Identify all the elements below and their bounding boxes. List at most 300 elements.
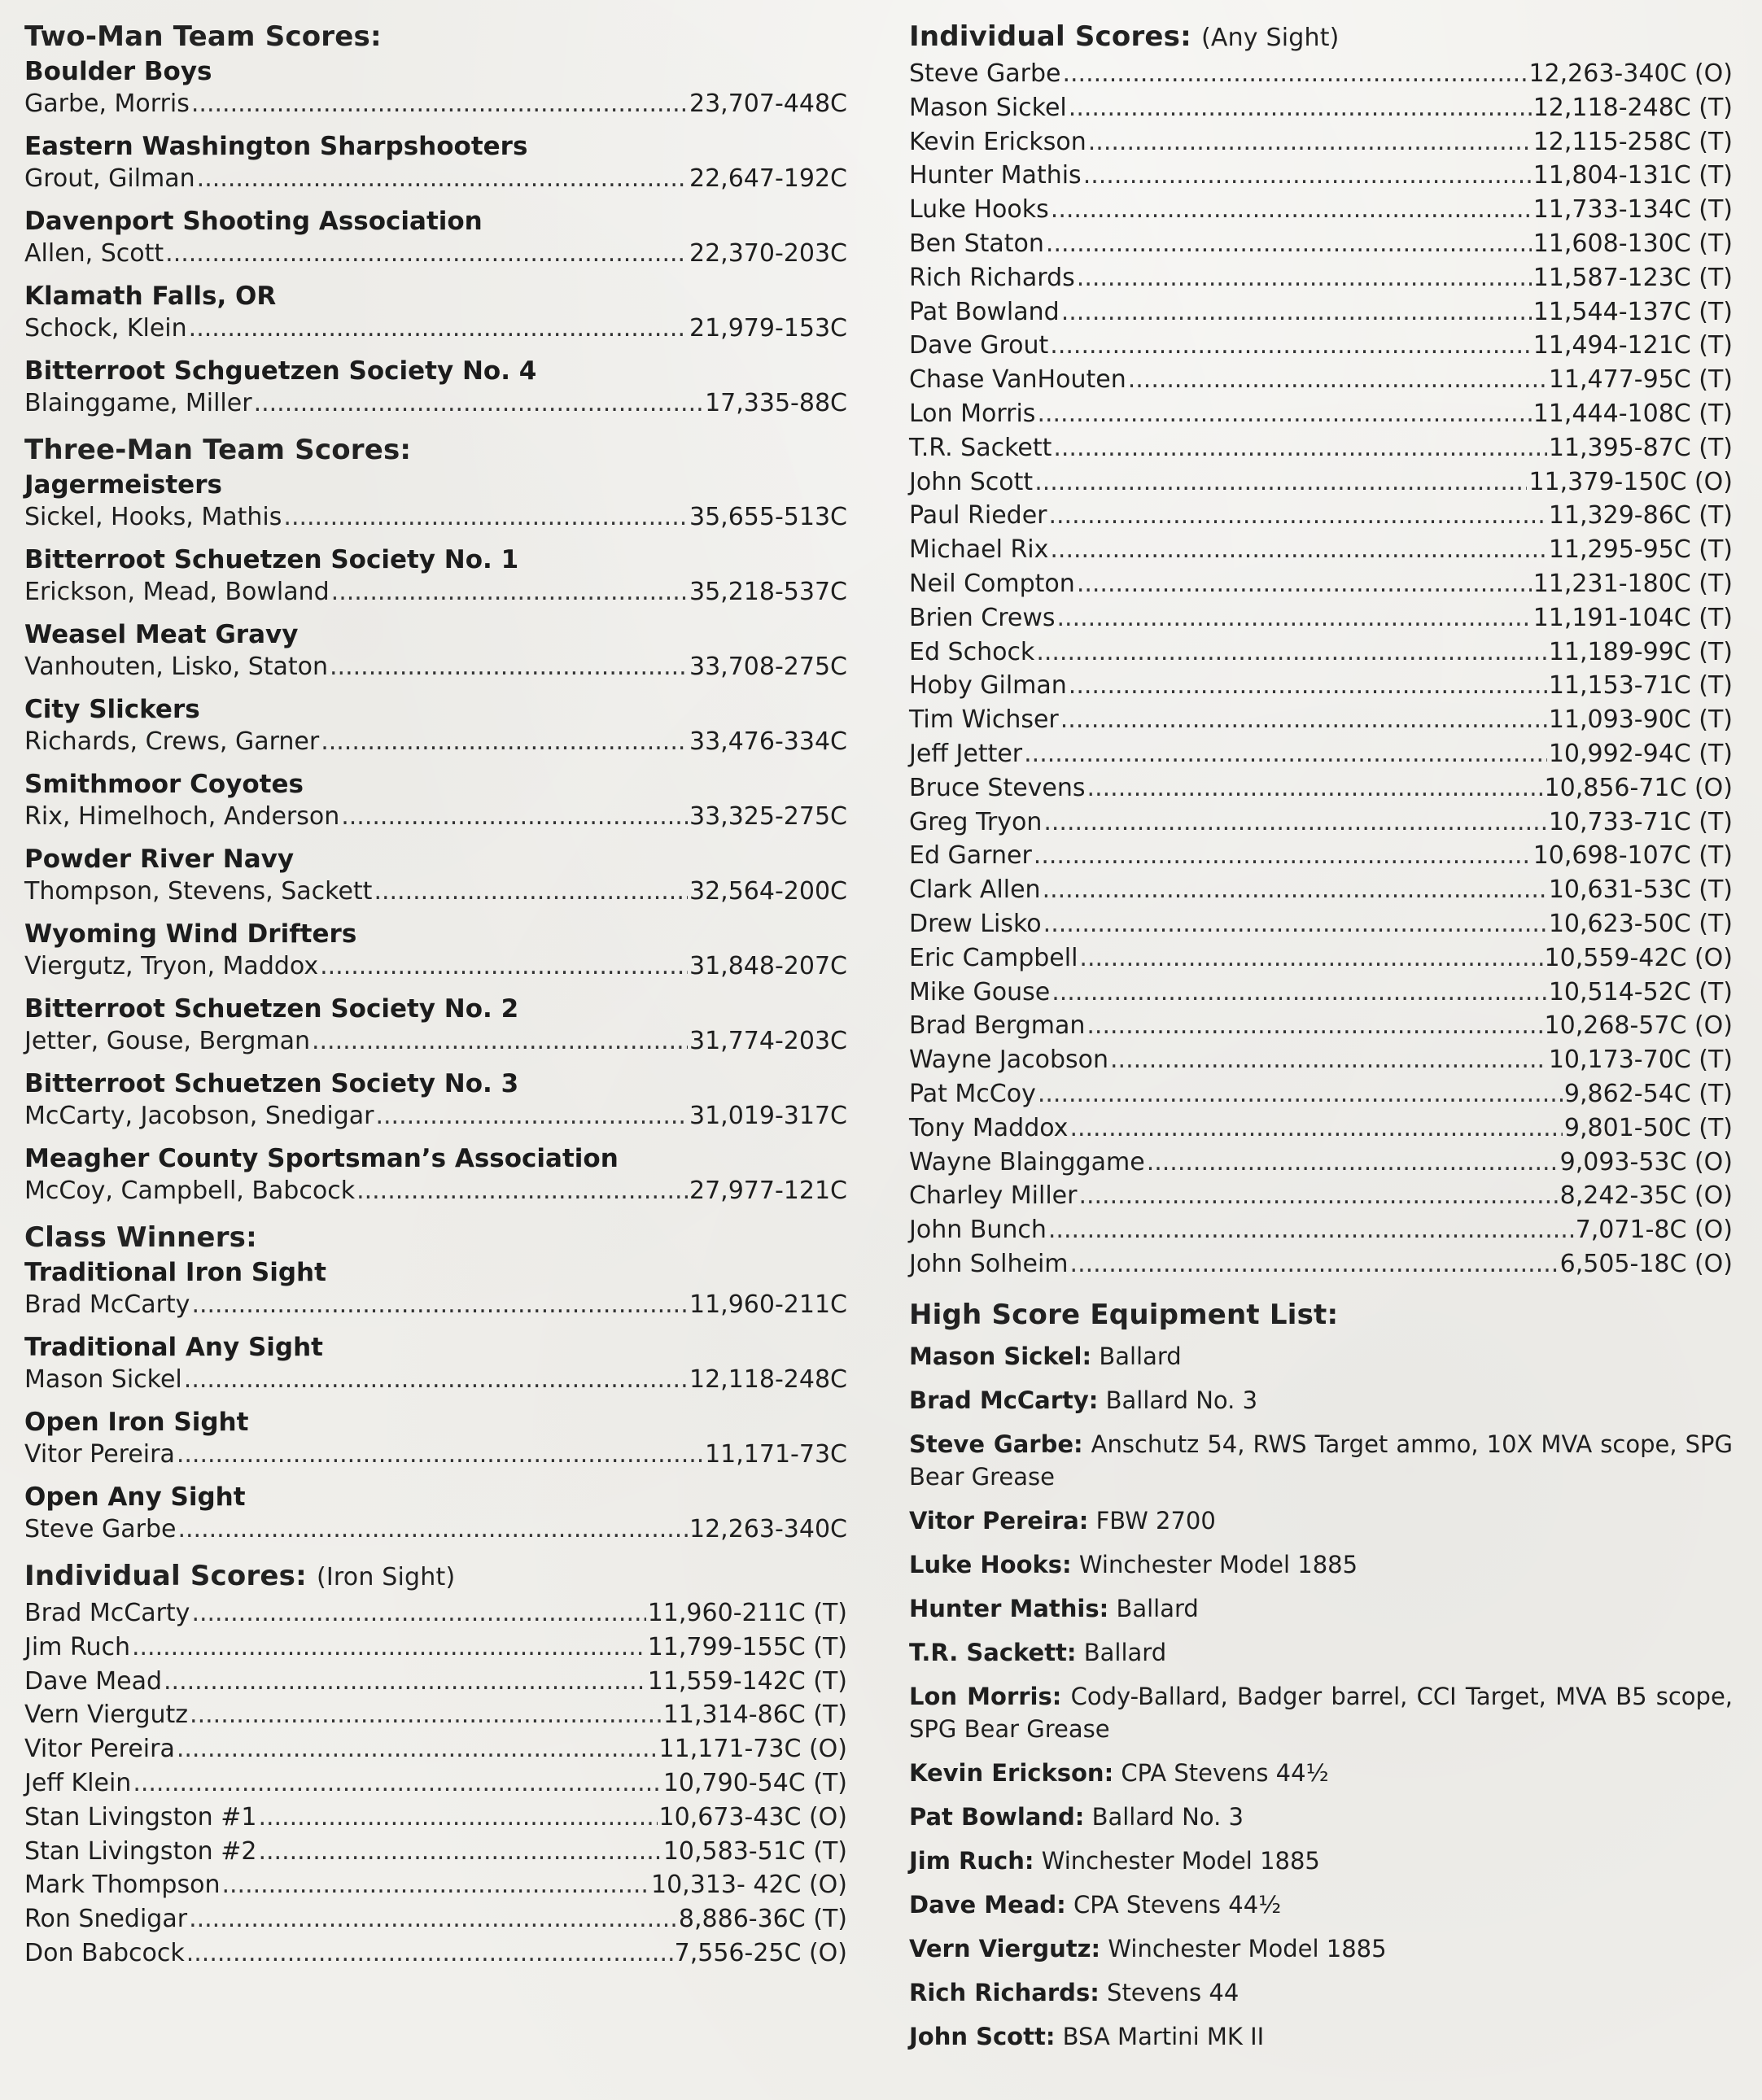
score-row (909, 567, 1733, 601)
team-entry (24, 205, 847, 270)
entry-score: 12,118-248C (T) (1532, 93, 1733, 122)
dot-leader (191, 1289, 688, 1321)
entry-name: Clark Allen (909, 875, 1041, 905)
team-entry (24, 693, 847, 758)
score-row (909, 397, 1733, 431)
team-entry (24, 130, 847, 195)
equipment-shooter: Luke Hooks: (909, 1550, 1072, 1578)
dot-leader (165, 238, 688, 270)
entry-score: 11,477-95C (T) (1548, 365, 1733, 395)
team-name: Bitterroot Schuetzen Society No. 3 (24, 1069, 519, 1098)
score-row (24, 1835, 847, 1869)
dot-leader (1050, 533, 1546, 567)
equipment-item (909, 1636, 1733, 1669)
equipment-shooter: Vern Viergutz: (909, 1934, 1101, 1962)
entry-score: 10,559-42C (O) (1544, 943, 1733, 972)
dot-leader (1061, 295, 1532, 330)
entry-name: Pat Bowland (909, 297, 1060, 326)
entry-name: Rix, Himelhoch, Anderson (24, 802, 340, 831)
score-row (909, 465, 1733, 500)
dot-leader (1036, 635, 1547, 670)
iron-sight-section (24, 1557, 847, 1971)
dot-leader (177, 1732, 658, 1766)
class-name: Open Any Sight (24, 1482, 246, 1512)
score-row (909, 635, 1733, 670)
entry-score: 11,191-104C (T) (1532, 603, 1733, 632)
equipment-item (909, 1845, 1733, 1877)
entry-score: 11,444-108C (T) (1532, 399, 1733, 428)
team-row (24, 875, 847, 908)
dot-leader (1043, 907, 1547, 941)
dot-leader (1034, 839, 1532, 873)
entry-score: 11,559-142C (T) (647, 1666, 847, 1696)
entry-score: 11,295-95C (T) (1548, 535, 1733, 565)
score-row (24, 1801, 847, 1835)
team-name: Bitterroot Schuetzen Society No. 2 (24, 994, 519, 1024)
equipment-shooter: T.R. Sackett: (909, 1638, 1077, 1666)
score-row (909, 703, 1733, 737)
equipment-item (909, 2020, 1733, 2053)
score-row (909, 907, 1733, 941)
equipment-shooter: Vitor Pereira: (909, 1506, 1089, 1535)
team-name: Weasel Meat Gravy (24, 620, 299, 649)
dot-leader (1147, 1146, 1559, 1180)
score-row (24, 1936, 847, 1971)
dot-leader (1077, 567, 1532, 601)
equipment-gear: FBW 2700 (1095, 1506, 1216, 1535)
team-name: Jagermeisters (24, 470, 222, 500)
team-entry (24, 55, 847, 120)
score-row (909, 193, 1733, 227)
entry-name: Brad McCarty (24, 1290, 190, 1319)
score-row (24, 1766, 847, 1801)
dot-leader (1043, 873, 1547, 907)
score-row (909, 57, 1733, 91)
entry-name: Jetter, Gouse, Bergman (24, 1027, 310, 1055)
entry-name: Bruce Stevens (909, 773, 1086, 802)
entry-name: Stan Livingston #2 (24, 1836, 257, 1866)
dot-leader (321, 726, 688, 758)
entry-score: 11,960-211C (T) (647, 1599, 847, 1627)
three-man-heading: Three-Man Team Scores: (24, 434, 412, 466)
entry-score: 11,231-180C (T) (1532, 569, 1733, 598)
score-row (909, 1009, 1733, 1043)
dot-leader (1070, 1247, 1559, 1281)
any-sight-heading (909, 18, 1733, 57)
entry-score: 11,153-71C (T) (1548, 671, 1733, 701)
entry-name: Mason Sickel (909, 93, 1067, 122)
score-row (909, 976, 1733, 1010)
dot-leader (189, 312, 688, 345)
entry-name: Pat McCoy (909, 1079, 1036, 1108)
entry-name: Garbe, Morris (24, 90, 190, 118)
iron-sight-heading-text: Individual Scores: (24, 1560, 307, 1592)
entry-score: 10,673-43C (O) (658, 1802, 847, 1831)
class-entry (24, 1481, 847, 1546)
dot-leader (258, 1835, 661, 1869)
entry-score: 22,370-203C (689, 239, 847, 268)
entry-name: Schock, Klein (24, 314, 187, 343)
entry-score: 11,544-137C (T) (1532, 297, 1733, 326)
entry-score: 10,514-52C (T) (1548, 977, 1733, 1006)
entry-score: 10,268-57C (O) (1544, 1011, 1733, 1041)
score-row (909, 1247, 1733, 1281)
score-row (909, 1213, 1733, 1247)
dot-leader (1087, 771, 1543, 806)
entry-score: 35,218-537C (689, 578, 847, 606)
entry-score: 17,335-88C (705, 389, 847, 417)
dot-leader (1128, 363, 1547, 397)
team-row (24, 1025, 847, 1058)
entry-score: 10,583-51C (T) (662, 1836, 847, 1866)
entry-name: Vern Viergutz (24, 1701, 189, 1730)
score-row (909, 1043, 1733, 1077)
entry-score: 11,799-155C (T) (647, 1632, 847, 1661)
dot-leader (186, 1936, 673, 1971)
dot-leader (197, 163, 688, 195)
equipment-shooter: Pat Bowland: (909, 1802, 1085, 1831)
entry-score: 31,774-203C (689, 1027, 847, 1055)
iron-sight-subheading: (Iron Sight) (316, 1563, 456, 1591)
equipment-item (909, 1592, 1733, 1625)
team-name: Smithmoor Coyotes (24, 770, 304, 799)
class-name: Open Iron Sight (24, 1408, 249, 1437)
entry-name: Jim Ruch (24, 1632, 130, 1661)
entry-name: John Solheim (909, 1249, 1069, 1278)
entry-name: Allen, Scott (24, 239, 164, 268)
entry-name: Luke Hooks (909, 195, 1049, 225)
class-winners-heading: Class Winners: (24, 1221, 257, 1254)
team-row (24, 163, 847, 195)
entry-score: 9,862-54C (T) (1563, 1079, 1733, 1108)
equipment-heading: High Score Equipment List: (909, 1298, 1339, 1331)
score-row (24, 1902, 847, 1936)
entry-name: Ron Snedigar (24, 1905, 188, 1934)
equipment-item (909, 1757, 1733, 1789)
iron-sight-list (24, 1596, 847, 1971)
dot-leader (1034, 465, 1527, 500)
any-sight-heading-text: Individual Scores: (909, 20, 1191, 53)
entry-score: 11,171-73C (705, 1440, 847, 1469)
team-row (24, 1100, 847, 1133)
entry-score: 10,313- 42C (O) (650, 1871, 847, 1900)
score-row (909, 737, 1733, 771)
dot-leader (1037, 397, 1531, 431)
score-row (909, 499, 1733, 533)
dot-leader (1053, 431, 1546, 465)
entry-score: 21,979-153C (689, 314, 847, 343)
dot-leader (189, 1902, 677, 1936)
entry-score: 33,476-334C (689, 727, 847, 756)
three-man-section (24, 431, 847, 1207)
equipment-shooter: Rich Richards: (909, 1978, 1100, 2006)
entry-name: Viergutz, Tryon, Maddox (24, 952, 319, 980)
entry-name: Dave Mead (24, 1666, 162, 1696)
entry-name: Tim Wichser (909, 705, 1059, 735)
entry-name: Greg Tryon (909, 807, 1043, 836)
equipment-item (909, 1932, 1733, 1965)
entry-score: 11,379-150C (O) (1528, 467, 1733, 496)
entry-score: 11,171-73C (O) (658, 1735, 847, 1764)
team-row (24, 238, 847, 270)
equipment-shooter: Hunter Mathis: (909, 1594, 1109, 1622)
entry-score: 7,556-25C (O) (674, 1938, 847, 1967)
team-name: Klamath Falls, OR (24, 282, 277, 311)
entry-name: McCarty, Jacobson, Snedigar (24, 1102, 374, 1130)
entry-name: Don Babcock (24, 1938, 185, 1967)
entry-score: 31,848-207C (689, 952, 847, 980)
dot-leader (164, 1665, 646, 1699)
dot-leader (191, 1596, 645, 1631)
dot-leader (375, 1100, 688, 1133)
dot-leader (254, 387, 704, 420)
entry-score: 11,093-90C (T) (1548, 705, 1733, 735)
entry-score: 23,707-448C (689, 90, 847, 118)
team-name: Davenport Shooting Association (24, 207, 483, 236)
entry-name: Mason Sickel (24, 1365, 182, 1394)
score-row (909, 329, 1733, 363)
class-row (24, 1289, 847, 1321)
team-name: Boulder Boys (24, 57, 212, 86)
entry-name: Chase VanHouten (909, 365, 1126, 395)
team-row (24, 387, 847, 420)
score-row (909, 601, 1733, 635)
score-row (909, 1111, 1733, 1146)
team-row (24, 1175, 847, 1207)
dot-leader (1077, 261, 1532, 295)
entry-name: Vanhouten, Lisko, Staton (24, 653, 329, 681)
dot-leader (221, 1868, 649, 1902)
team-entry (24, 843, 847, 908)
entry-score: 10,631-53C (T) (1548, 875, 1733, 905)
class-entry (24, 1331, 847, 1396)
dot-leader (190, 1698, 662, 1732)
entry-name: Jeff Jetter (909, 739, 1023, 768)
equipment-item (909, 1384, 1733, 1417)
entry-name: T.R. Sackett (909, 433, 1052, 462)
entry-name: Richards, Crews, Garner (24, 727, 320, 756)
entry-name: Ben Staton (909, 229, 1044, 258)
entry-score: 11,733-134C (T) (1532, 195, 1733, 225)
equipment-gear: Ballard (1099, 1342, 1182, 1370)
score-row (24, 1631, 847, 1665)
dot-leader (1083, 159, 1532, 193)
entry-name: Mark Thompson (24, 1871, 221, 1900)
team-row (24, 801, 847, 833)
dot-leader (1050, 329, 1531, 363)
entry-score: 11,960-211C (689, 1290, 847, 1319)
entry-score: 10,790-54C (T) (662, 1768, 847, 1797)
class-entry (24, 1256, 847, 1321)
two-man-heading: Two-Man Team Scores: (24, 20, 382, 53)
dot-leader (330, 651, 688, 683)
entry-score: 32,564-200C (689, 877, 847, 906)
entry-score: 11,608-130C (T) (1532, 229, 1733, 258)
entry-score: 9,801-50C (T) (1563, 1113, 1733, 1142)
dot-leader (1069, 669, 1547, 703)
score-row (909, 363, 1733, 397)
entry-score: 12,263-340C (O) (1528, 59, 1733, 88)
two-man-list (24, 55, 847, 420)
two-man-section (24, 18, 847, 420)
dot-leader (1048, 499, 1546, 533)
entry-score: 12,118-248C (689, 1365, 847, 1394)
score-row (909, 1179, 1733, 1213)
dot-leader (1057, 601, 1532, 635)
score-row (909, 669, 1733, 703)
entry-name: John Scott (909, 467, 1034, 496)
equipment-gear: Ballard (1083, 1638, 1167, 1666)
team-name: Eastern Washington Sharpshooters (24, 132, 528, 161)
score-row (909, 533, 1733, 567)
team-entry (24, 280, 847, 345)
score-row (909, 125, 1733, 159)
equipment-gear: Ballard (1116, 1594, 1199, 1622)
equipment-shooter: John Scott: (909, 2022, 1056, 2050)
team-entry (24, 918, 847, 983)
entry-score: 10,698-107C (T) (1532, 841, 1733, 871)
score-row (909, 261, 1733, 295)
dot-leader (258, 1801, 657, 1835)
any-sight-section (909, 18, 1733, 1281)
equipment-gear: CPA Stevens 44½ (1121, 1758, 1329, 1787)
dot-leader (1060, 703, 1547, 737)
class-row (24, 1513, 847, 1546)
equipment-gear: Winchester Model 1885 (1078, 1550, 1358, 1578)
dot-leader (331, 576, 688, 609)
equipment-shooter: Steve Garbe: (909, 1430, 1083, 1458)
entry-score: 11,314-86C (T) (662, 1701, 847, 1730)
entry-name: Grout, Gilman (24, 164, 195, 193)
team-row (24, 950, 847, 983)
equipment-shooter: Dave Mead: (909, 1890, 1066, 1919)
entry-name: Stan Livingston #1 (24, 1802, 257, 1831)
entry-score: 11,494-121C (T) (1532, 331, 1733, 360)
team-entry (24, 1067, 847, 1133)
equipment-item (909, 1340, 1733, 1373)
entry-score: 33,325-275C (689, 802, 847, 831)
entry-name: Brad Bergman (909, 1011, 1086, 1041)
class-row (24, 1364, 847, 1396)
score-row (24, 1596, 847, 1631)
entry-score: 9,093-53C (O) (1559, 1147, 1733, 1177)
team-row (24, 88, 847, 120)
entry-name: Ed Schock (909, 637, 1035, 666)
score-row (909, 295, 1733, 330)
equipment-gear: Cody-Ballard, Badger barrel, CCI Target, MVA B5 scope, SPG Bear Grease (909, 1682, 1734, 1743)
entry-name: Sickel, Hooks, Mathis (24, 503, 282, 531)
team-row (24, 501, 847, 534)
equipment-item (909, 1976, 1733, 2009)
entry-name: Erickson, Mead, Bowland (24, 578, 330, 606)
entry-score: 10,856-71C (O) (1544, 773, 1733, 802)
entry-name: Charley Miller (909, 1181, 1078, 1211)
team-row (24, 576, 847, 609)
equipment-gear: Stevens 44 (1107, 1978, 1240, 2006)
team-row (24, 312, 847, 345)
three-man-list (24, 469, 847, 1207)
dot-leader (1062, 57, 1527, 91)
entry-name: Hunter Mathis (909, 161, 1082, 190)
equipment-item (909, 1504, 1733, 1537)
team-name: Wyoming Wind Drifters (24, 919, 357, 949)
dot-leader (1069, 91, 1532, 125)
entry-name: John Bunch (909, 1216, 1047, 1245)
dot-leader (1052, 976, 1547, 1010)
entry-name: Neil Compton (909, 569, 1075, 598)
class-entry (24, 1406, 847, 1471)
dot-leader (177, 1439, 703, 1471)
score-row (909, 227, 1733, 261)
equipment-shooter: Kevin Erickson: (909, 1758, 1114, 1787)
dot-leader (320, 950, 688, 983)
equipment-shooter: Jim Ruch: (909, 1846, 1034, 1875)
entry-name: McCoy, Campbell, Babcock (24, 1177, 356, 1205)
score-row (24, 1868, 847, 1902)
dot-leader (1079, 941, 1542, 976)
entry-score: 6,505-18C (O) (1559, 1249, 1733, 1278)
dot-leader (312, 1025, 688, 1058)
score-row (909, 771, 1733, 806)
dot-leader (1046, 227, 1532, 261)
entry-name: Michael Rix (909, 535, 1049, 565)
dot-leader (191, 88, 688, 120)
iron-sight-heading (24, 1557, 847, 1596)
class-name: Traditional Iron Sight (24, 1258, 326, 1287)
dot-leader (374, 875, 688, 908)
score-row (909, 941, 1733, 976)
team-entry (24, 993, 847, 1058)
dot-leader (356, 1175, 688, 1207)
dot-leader (1048, 1213, 1574, 1247)
team-name: Meagher County Sportsman’s Association (24, 1144, 619, 1173)
equipment-item (909, 1548, 1733, 1581)
entry-name: Brien Crews (909, 603, 1056, 632)
entry-name: Blainggame, Miller (24, 389, 252, 417)
entry-name: Drew Lisko (909, 909, 1042, 938)
score-row (24, 1665, 847, 1699)
entry-score: 12,115-258C (T) (1532, 127, 1733, 156)
dot-leader (1024, 737, 1547, 771)
entry-name: Wayne Blainggame (909, 1147, 1145, 1177)
class-row (24, 1439, 847, 1471)
team-name: City Slickers (24, 695, 200, 724)
any-sight-subheading: (Any Sight) (1200, 24, 1340, 52)
entry-name: Hoby Gilman (909, 671, 1067, 701)
team-entry (24, 768, 847, 833)
class-winners-section (24, 1219, 847, 1546)
team-entry (24, 355, 847, 420)
dot-leader (1051, 193, 1532, 227)
entry-score: 10,992-94C (T) (1548, 739, 1733, 768)
equipment-item (909, 1428, 1733, 1493)
score-row (909, 91, 1733, 125)
entry-name: Vitor Pereira (24, 1735, 175, 1764)
any-sight-list (909, 57, 1733, 1281)
equipment-item (909, 1801, 1733, 1833)
dot-leader (177, 1513, 688, 1546)
entry-score: 7,071-8C (O) (1575, 1216, 1733, 1245)
dot-leader (1038, 1077, 1563, 1111)
entry-score: 35,655-513C (689, 503, 847, 531)
team-name: Powder River Navy (24, 845, 295, 874)
equipment-item (909, 1888, 1733, 1921)
entry-score: 10,623-50C (T) (1548, 909, 1733, 938)
equipment-section (909, 1296, 1733, 2053)
score-row (909, 431, 1733, 465)
entry-score: 8,886-36C (T) (678, 1905, 847, 1934)
entry-score: 27,977-121C (689, 1177, 847, 1205)
